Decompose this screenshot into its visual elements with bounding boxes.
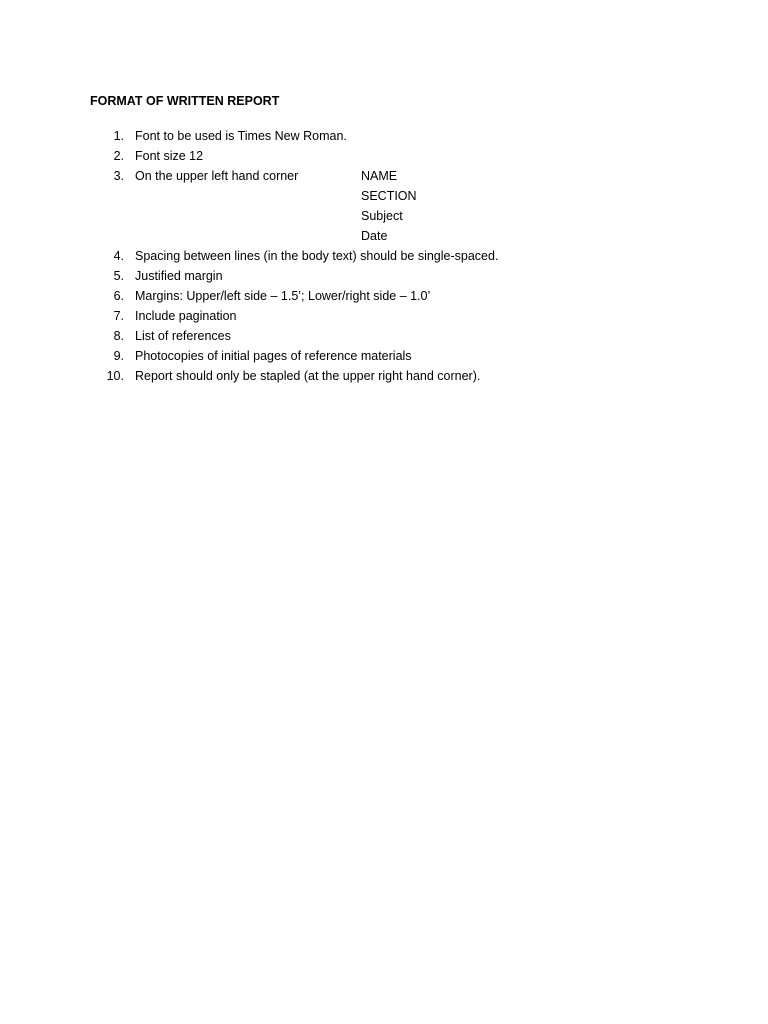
item-text: Report should only be stapled (at the upper right hand corner). xyxy=(135,369,481,383)
item-text: Font size 12 xyxy=(135,149,204,163)
format-list xyxy=(0,126,768,386)
item-number: 6. xyxy=(113,289,124,303)
item-number: 5. xyxy=(113,269,124,283)
list-item xyxy=(0,326,768,346)
item-number: 4. xyxy=(113,249,124,263)
item-number: 7. xyxy=(113,309,124,323)
item-text: Justified margin xyxy=(135,269,223,283)
list-item xyxy=(0,206,768,226)
item-number: 8. xyxy=(113,329,124,343)
list-item xyxy=(0,286,768,306)
list-item xyxy=(0,346,768,366)
list-item xyxy=(0,306,768,326)
item-text: Font to be used is Times New Roman. xyxy=(135,129,347,143)
list-item xyxy=(0,126,768,146)
item-text: Margins: Upper/left side – 1.5’; Lower/right side – 1.0’ xyxy=(135,289,431,303)
header-field-name: NAME xyxy=(361,169,398,183)
item-text: On the upper left hand corner xyxy=(135,169,299,183)
header-field-subject: Subject xyxy=(361,209,403,223)
list-item xyxy=(0,226,768,246)
item-number: 3. xyxy=(113,169,124,183)
list-item xyxy=(0,146,768,166)
item-text: List of references xyxy=(135,329,231,343)
list-item xyxy=(0,186,768,206)
document-title: FORMAT OF WRITTEN REPORT xyxy=(90,94,280,108)
header-field-date: Date xyxy=(361,229,388,243)
list-item xyxy=(0,366,768,386)
item-number: 9. xyxy=(113,349,124,363)
item-text: Photocopies of initial pages of reference materials xyxy=(135,349,412,363)
list-item xyxy=(0,266,768,286)
item-number: 2. xyxy=(113,149,124,163)
item-number: 10. xyxy=(106,369,124,383)
list-item xyxy=(0,246,768,266)
item-number: 1. xyxy=(113,129,124,143)
item-text: Include pagination xyxy=(135,309,237,323)
item-text: Spacing between lines (in the body text) should be single-spaced. xyxy=(135,249,499,263)
header-field-section: SECTION xyxy=(361,189,417,203)
list-item xyxy=(0,166,768,186)
